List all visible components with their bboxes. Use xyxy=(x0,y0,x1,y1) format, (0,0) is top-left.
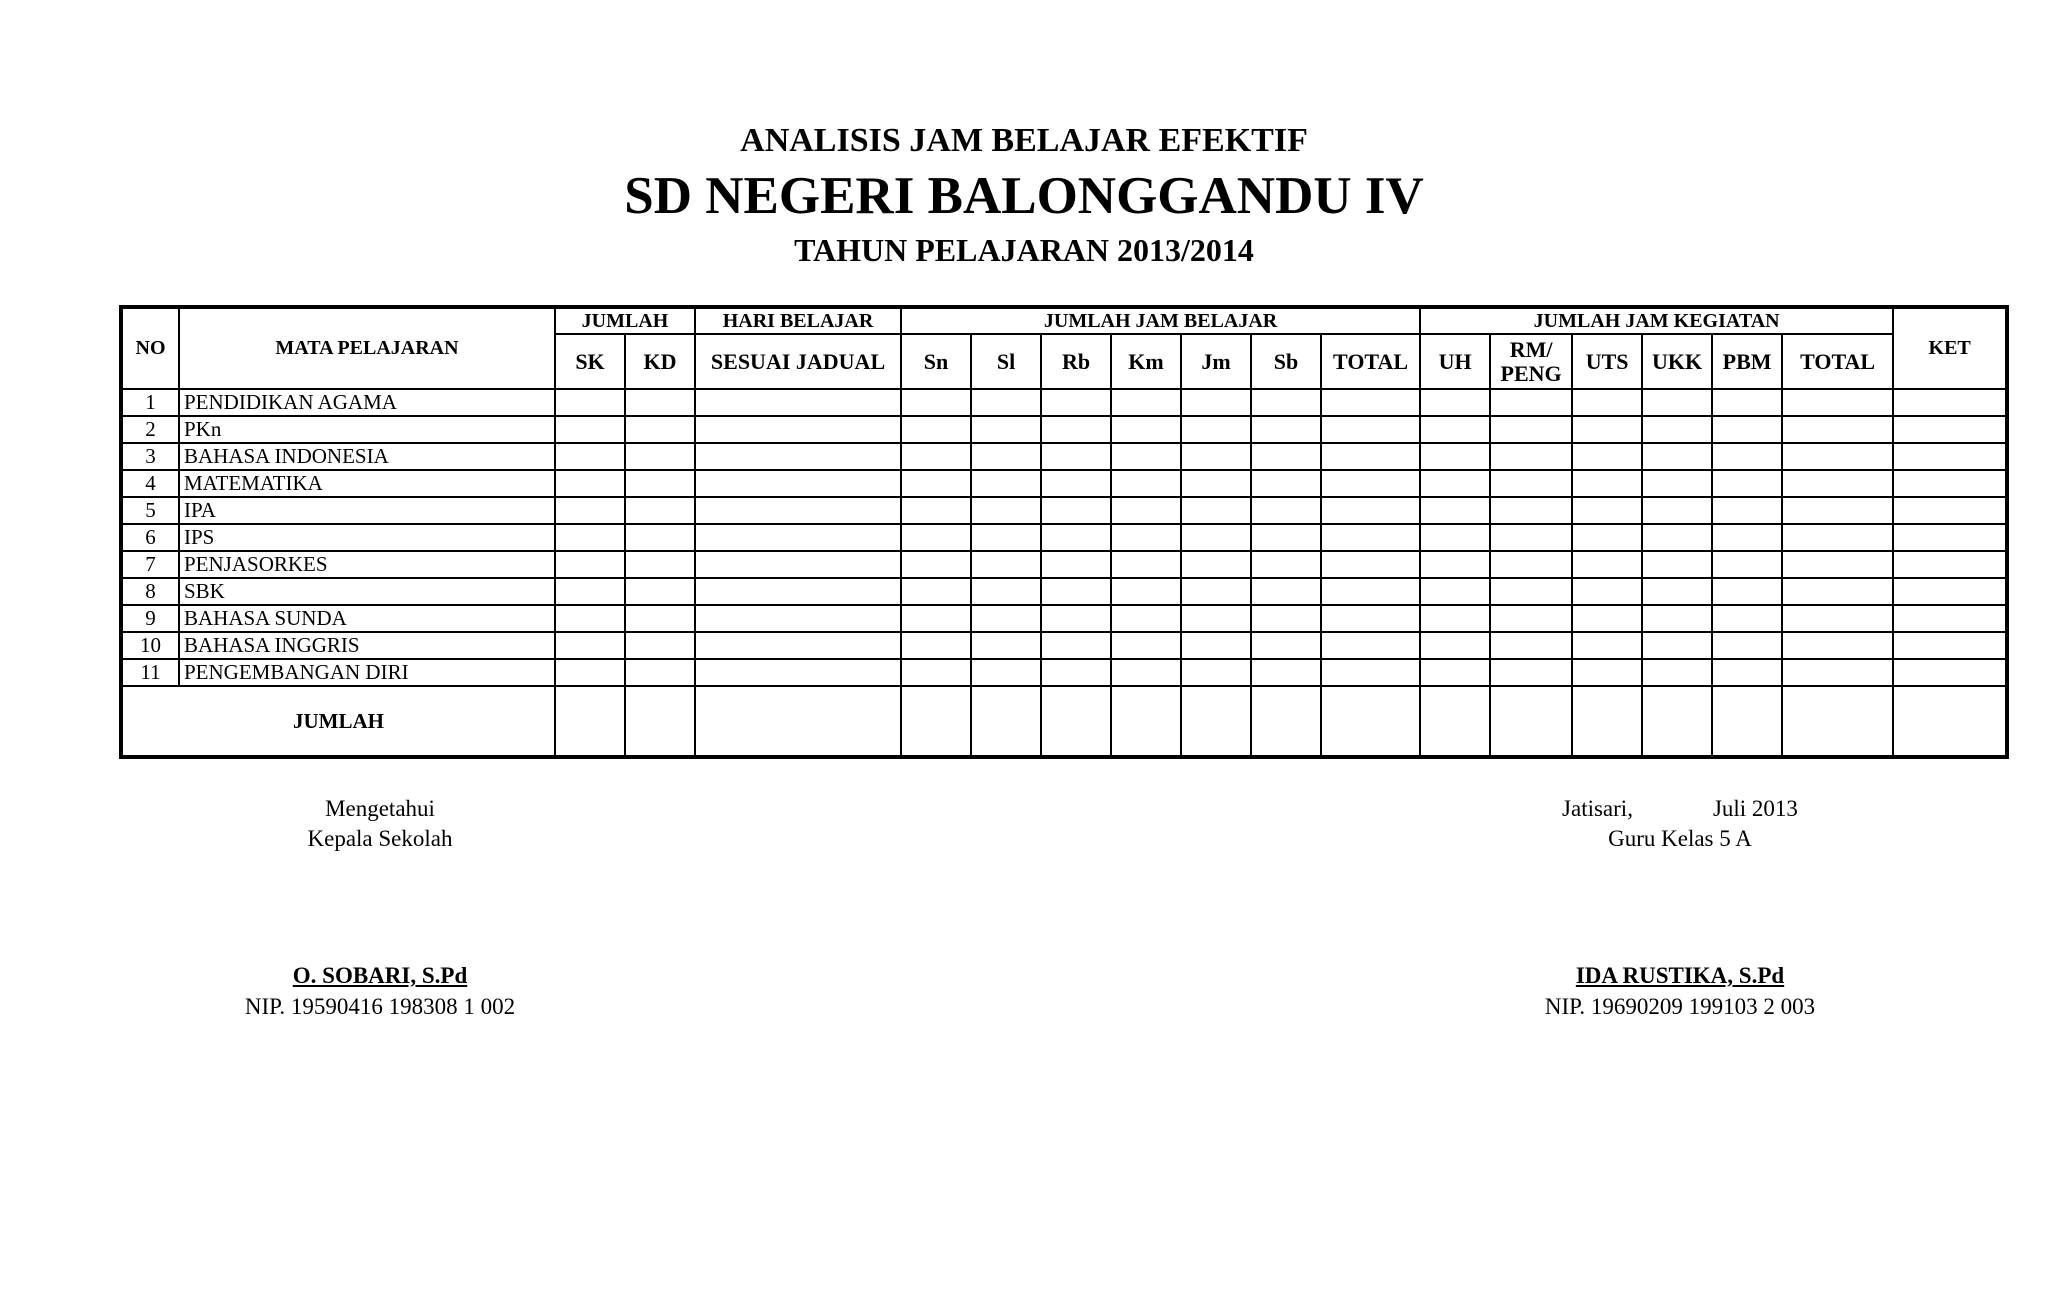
header-ket: KET xyxy=(1893,307,2007,389)
row-cell xyxy=(1181,470,1251,497)
row-cell xyxy=(1893,443,2007,470)
header-rm-peng xyxy=(1490,334,1572,389)
row-cell xyxy=(1181,659,1251,686)
row-cell xyxy=(971,551,1041,578)
row-cell xyxy=(1782,551,1893,578)
row-cell xyxy=(1321,605,1420,632)
row-subject: IPA xyxy=(179,497,555,524)
sum-cell xyxy=(1181,686,1251,757)
row-cell xyxy=(1642,389,1712,416)
row-cell xyxy=(1251,551,1321,578)
sum-cell xyxy=(971,686,1041,757)
row-cell xyxy=(1321,632,1420,659)
row-cell xyxy=(1572,632,1642,659)
row-cell xyxy=(1181,443,1251,470)
row-cell xyxy=(1321,524,1420,551)
right-sig-name: IDA RUSTIKA, S.Pd xyxy=(1575,963,1785,988)
header-ukk: UKK xyxy=(1642,334,1712,389)
row-cell xyxy=(1782,524,1893,551)
row-cell xyxy=(1572,389,1642,416)
row-cell xyxy=(1181,605,1251,632)
row-cell xyxy=(971,389,1041,416)
row-cell xyxy=(1642,416,1712,443)
row-cell xyxy=(1782,443,1893,470)
row-subject: MATEMATIKA xyxy=(179,470,555,497)
header-uh: UH xyxy=(1420,334,1490,389)
row-cell xyxy=(1893,578,2007,605)
row-cell xyxy=(1041,659,1111,686)
row-cell xyxy=(1251,416,1321,443)
row-cell xyxy=(1712,605,1782,632)
row-cell xyxy=(1041,416,1111,443)
row-cell xyxy=(901,659,971,686)
row-cell xyxy=(1490,416,1572,443)
row-cell xyxy=(1712,632,1782,659)
row-cell xyxy=(1782,416,1893,443)
row-cell xyxy=(1893,551,2007,578)
row-cell xyxy=(901,470,971,497)
row-cell xyxy=(1420,578,1490,605)
header-km: Km xyxy=(1111,334,1181,389)
table-row xyxy=(121,470,2007,497)
row-cell xyxy=(1041,497,1111,524)
row-cell xyxy=(625,497,695,524)
row-cell xyxy=(1251,497,1321,524)
left-sig-line1: Mengetahui xyxy=(325,796,435,821)
row-cell xyxy=(1420,470,1490,497)
row-cell xyxy=(1420,659,1490,686)
row-cell xyxy=(555,578,625,605)
row-cell xyxy=(1041,551,1111,578)
row-cell xyxy=(1893,524,2007,551)
row-cell xyxy=(1321,389,1420,416)
table-row xyxy=(121,659,2007,686)
row-cell xyxy=(1572,578,1642,605)
row-no: 2 xyxy=(121,416,179,443)
header-uts: UTS xyxy=(1572,334,1642,389)
row-no: 7 xyxy=(121,551,179,578)
row-cell xyxy=(1251,470,1321,497)
header-peng-label: PENG xyxy=(1500,360,1562,386)
row-no: 3 xyxy=(121,443,179,470)
row-cell xyxy=(1642,551,1712,578)
row-cell xyxy=(695,659,901,686)
header-sn: Sn xyxy=(901,334,971,389)
academic-year: TAHUN PELAJARAN 2013/2014 xyxy=(794,232,1254,268)
row-cell xyxy=(1041,578,1111,605)
row-cell xyxy=(555,416,625,443)
row-no: 1 xyxy=(121,389,179,416)
row-cell xyxy=(555,443,625,470)
row-cell xyxy=(971,443,1041,470)
row-no: 10 xyxy=(121,632,179,659)
row-cell xyxy=(1712,524,1782,551)
row-cell xyxy=(901,605,971,632)
left-signature xyxy=(230,796,530,1020)
row-cell xyxy=(901,551,971,578)
header-sesuai-jadual: SESUAI JADUAL xyxy=(695,334,901,389)
row-cell xyxy=(1041,443,1111,470)
row-cell xyxy=(1251,389,1321,416)
row-cell xyxy=(1490,389,1572,416)
sum-cell xyxy=(901,686,971,757)
row-cell xyxy=(1642,659,1712,686)
row-cell xyxy=(1111,470,1181,497)
analysis-table xyxy=(119,305,2009,759)
row-cell xyxy=(1572,551,1642,578)
row-cell xyxy=(1321,497,1420,524)
row-cell xyxy=(1490,551,1572,578)
row-no: 9 xyxy=(121,605,179,632)
sum-cell xyxy=(555,686,625,757)
row-cell xyxy=(1181,551,1251,578)
row-subject: PKn xyxy=(179,416,555,443)
row-cell xyxy=(625,443,695,470)
left-sig-name: O. SOBARI, S.Pd xyxy=(292,963,468,988)
row-cell xyxy=(695,632,901,659)
sum-cell xyxy=(1321,686,1420,757)
row-cell xyxy=(1111,632,1181,659)
row-cell xyxy=(1893,389,2007,416)
row-cell xyxy=(1321,551,1420,578)
row-cell xyxy=(1642,605,1712,632)
row-cell xyxy=(555,605,625,632)
row-cell xyxy=(1782,578,1893,605)
row-cell xyxy=(695,443,901,470)
row-cell xyxy=(1572,524,1642,551)
row-cell xyxy=(1251,632,1321,659)
row-cell xyxy=(1893,416,2007,443)
row-cell xyxy=(1490,578,1572,605)
row-cell xyxy=(1893,659,2007,686)
row-subject: SBK xyxy=(179,578,555,605)
row-cell xyxy=(1420,632,1490,659)
row-cell xyxy=(555,659,625,686)
row-cell xyxy=(1642,632,1712,659)
row-cell xyxy=(1251,659,1321,686)
row-cell xyxy=(1321,443,1420,470)
header-total-kegiatan: TOTAL xyxy=(1782,334,1893,389)
row-cell xyxy=(1321,470,1420,497)
row-cell xyxy=(1041,632,1111,659)
row-cell xyxy=(901,497,971,524)
row-cell xyxy=(901,443,971,470)
row-cell xyxy=(1420,416,1490,443)
sum-row xyxy=(121,686,2007,757)
row-cell xyxy=(1642,497,1712,524)
table-row xyxy=(121,389,2007,416)
row-cell xyxy=(625,632,695,659)
row-cell xyxy=(1251,524,1321,551)
row-cell xyxy=(901,524,971,551)
row-cell xyxy=(971,524,1041,551)
row-cell xyxy=(971,605,1041,632)
row-cell xyxy=(1041,605,1111,632)
row-cell xyxy=(1181,578,1251,605)
header-group-hari-belajar: HARI BELAJAR xyxy=(695,307,901,334)
row-cell xyxy=(1572,605,1642,632)
row-cell xyxy=(1572,416,1642,443)
sum-cell xyxy=(1420,686,1490,757)
row-cell xyxy=(1712,497,1782,524)
left-sig-line2: Kepala Sekolah xyxy=(307,826,453,851)
row-no: 5 xyxy=(121,497,179,524)
school-name: SD NEGERI BALONGGANDU IV xyxy=(624,167,1424,225)
row-cell xyxy=(971,578,1041,605)
row-subject: BAHASA INDONESIA xyxy=(179,443,555,470)
header-subject: MATA PELAJARAN xyxy=(179,307,555,389)
header-no: NO xyxy=(121,307,179,389)
row-cell xyxy=(1111,497,1181,524)
header-rb: Rb xyxy=(1041,334,1111,389)
row-cell xyxy=(1111,578,1181,605)
table-row xyxy=(121,578,2007,605)
row-subject: IPS xyxy=(179,524,555,551)
row-subject: BAHASA INGGRIS xyxy=(179,632,555,659)
row-cell xyxy=(555,389,625,416)
sum-cell xyxy=(1490,686,1572,757)
row-cell xyxy=(1181,632,1251,659)
header-rm-label: RM/ xyxy=(1509,337,1553,363)
table-row xyxy=(121,632,2007,659)
table-row xyxy=(121,524,2007,551)
row-cell xyxy=(971,416,1041,443)
sum-cell xyxy=(1251,686,1321,757)
row-cell xyxy=(1782,470,1893,497)
row-cell xyxy=(971,632,1041,659)
row-cell xyxy=(971,470,1041,497)
header-sb: Sb xyxy=(1251,334,1321,389)
row-cell xyxy=(1782,659,1893,686)
row-cell xyxy=(1782,389,1893,416)
row-cell xyxy=(555,524,625,551)
row-cell xyxy=(1111,605,1181,632)
header-row-1 xyxy=(121,307,2007,334)
row-cell xyxy=(901,578,971,605)
row-cell xyxy=(901,389,971,416)
row-cell xyxy=(1041,389,1111,416)
row-cell xyxy=(1181,497,1251,524)
row-cell xyxy=(1642,470,1712,497)
row-cell xyxy=(1420,389,1490,416)
row-cell xyxy=(555,470,625,497)
header-sk: SK xyxy=(555,334,625,389)
row-cell xyxy=(1420,524,1490,551)
row-cell xyxy=(1642,578,1712,605)
row-cell xyxy=(1251,605,1321,632)
table-row xyxy=(121,443,2007,470)
header-group-jumlah: JUMLAH xyxy=(555,307,695,334)
row-cell xyxy=(625,389,695,416)
row-cell xyxy=(901,416,971,443)
row-cell xyxy=(1893,497,2007,524)
row-cell xyxy=(625,416,695,443)
row-cell xyxy=(1321,578,1420,605)
sum-label: JUMLAH xyxy=(121,686,555,757)
row-cell xyxy=(1572,659,1642,686)
sum-cell xyxy=(1712,686,1782,757)
row-cell xyxy=(1111,416,1181,443)
row-cell xyxy=(1572,443,1642,470)
row-cell xyxy=(1111,443,1181,470)
row-cell xyxy=(1712,443,1782,470)
row-cell xyxy=(1420,497,1490,524)
row-cell xyxy=(1111,389,1181,416)
row-cell xyxy=(1041,470,1111,497)
header-group-jam-kegiatan: JUMLAH JAM KEGIATAN xyxy=(1420,307,1893,334)
row-cell xyxy=(1490,605,1572,632)
row-cell xyxy=(1490,524,1572,551)
row-cell xyxy=(1420,605,1490,632)
row-cell xyxy=(555,632,625,659)
row-cell xyxy=(1712,389,1782,416)
sum-cell xyxy=(1111,686,1181,757)
sum-cell xyxy=(1782,686,1893,757)
row-cell xyxy=(695,578,901,605)
row-no: 6 xyxy=(121,524,179,551)
subject-rows xyxy=(121,389,2007,686)
row-cell xyxy=(1893,470,2007,497)
row-cell xyxy=(1572,497,1642,524)
row-no: 11 xyxy=(121,659,179,686)
row-cell xyxy=(695,551,901,578)
row-cell xyxy=(1490,470,1572,497)
row-cell xyxy=(1181,416,1251,443)
row-cell xyxy=(695,470,901,497)
row-cell xyxy=(1572,470,1642,497)
row-cell xyxy=(1642,443,1712,470)
row-cell xyxy=(625,605,695,632)
row-subject: PENDIDIKAN AGAMA xyxy=(179,389,555,416)
row-cell xyxy=(1111,551,1181,578)
row-cell xyxy=(1893,632,2007,659)
row-cell xyxy=(1251,443,1321,470)
table-row xyxy=(121,416,2007,443)
row-cell xyxy=(1490,632,1572,659)
right-sig-place: Jatisari, xyxy=(1562,796,1633,821)
row-cell xyxy=(1420,443,1490,470)
sum-cell xyxy=(1041,686,1111,757)
row-cell xyxy=(1782,605,1893,632)
row-cell xyxy=(1712,551,1782,578)
row-cell xyxy=(555,551,625,578)
row-cell xyxy=(695,497,901,524)
row-cell xyxy=(1712,578,1782,605)
row-cell xyxy=(625,551,695,578)
row-cell xyxy=(1490,497,1572,524)
row-no: 4 xyxy=(121,470,179,497)
row-subject: PENJASORKES xyxy=(179,551,555,578)
header-kd: KD xyxy=(625,334,695,389)
row-cell xyxy=(1712,659,1782,686)
row-cell xyxy=(1041,524,1111,551)
row-cell xyxy=(1181,524,1251,551)
row-cell xyxy=(625,524,695,551)
table-row xyxy=(121,497,2007,524)
table-row xyxy=(121,605,2007,632)
row-cell xyxy=(1321,416,1420,443)
left-sig-nip: NIP. 19590416 198308 1 002 xyxy=(244,994,516,1019)
header-pbm: PBM xyxy=(1712,334,1782,389)
table-row xyxy=(121,551,2007,578)
row-cell xyxy=(695,524,901,551)
row-cell xyxy=(695,389,901,416)
row-subject: PENGEMBANGAN DIRI xyxy=(179,659,555,686)
right-sig-line1 xyxy=(1530,796,1830,822)
right-sig-nip: NIP. 19690209 199103 2 003 xyxy=(1544,994,1816,1019)
right-signature xyxy=(1530,796,1830,1020)
row-cell xyxy=(555,497,625,524)
row-cell xyxy=(625,578,695,605)
row-cell xyxy=(1712,416,1782,443)
row-cell xyxy=(901,632,971,659)
sum-cell xyxy=(1893,686,2007,757)
sum-cell xyxy=(695,686,901,757)
header-total-belajar: TOTAL xyxy=(1321,334,1420,389)
row-cell xyxy=(1490,659,1572,686)
row-cell xyxy=(1181,389,1251,416)
row-cell xyxy=(1782,632,1893,659)
row-cell xyxy=(971,497,1041,524)
right-sig-line2: Guru Kelas 5 A xyxy=(1608,826,1752,851)
header-group-jam-belajar: JUMLAH JAM BELAJAR xyxy=(901,307,1420,334)
row-cell xyxy=(1251,578,1321,605)
row-subject: BAHASA SUNDA xyxy=(179,605,555,632)
right-sig-date: Juli 2013 xyxy=(1712,796,1798,821)
row-cell xyxy=(625,659,695,686)
sum-cell xyxy=(625,686,695,757)
row-cell xyxy=(1111,524,1181,551)
row-cell xyxy=(1782,497,1893,524)
row-cell xyxy=(1712,470,1782,497)
row-cell xyxy=(1893,605,2007,632)
row-cell xyxy=(1321,659,1420,686)
row-cell xyxy=(695,605,901,632)
row-cell xyxy=(1420,551,1490,578)
row-cell xyxy=(1490,443,1572,470)
header-jm: Jm xyxy=(1181,334,1251,389)
sum-cell xyxy=(1572,686,1642,757)
row-cell xyxy=(1111,659,1181,686)
sum-cell xyxy=(1642,686,1712,757)
row-cell xyxy=(971,659,1041,686)
row-cell xyxy=(695,416,901,443)
row-no: 8 xyxy=(121,578,179,605)
row-cell xyxy=(625,470,695,497)
document-title: ANALISIS JAM BELAJAR EFEKTIF xyxy=(740,122,1308,159)
row-cell xyxy=(1642,524,1712,551)
header-sl: Sl xyxy=(971,334,1041,389)
